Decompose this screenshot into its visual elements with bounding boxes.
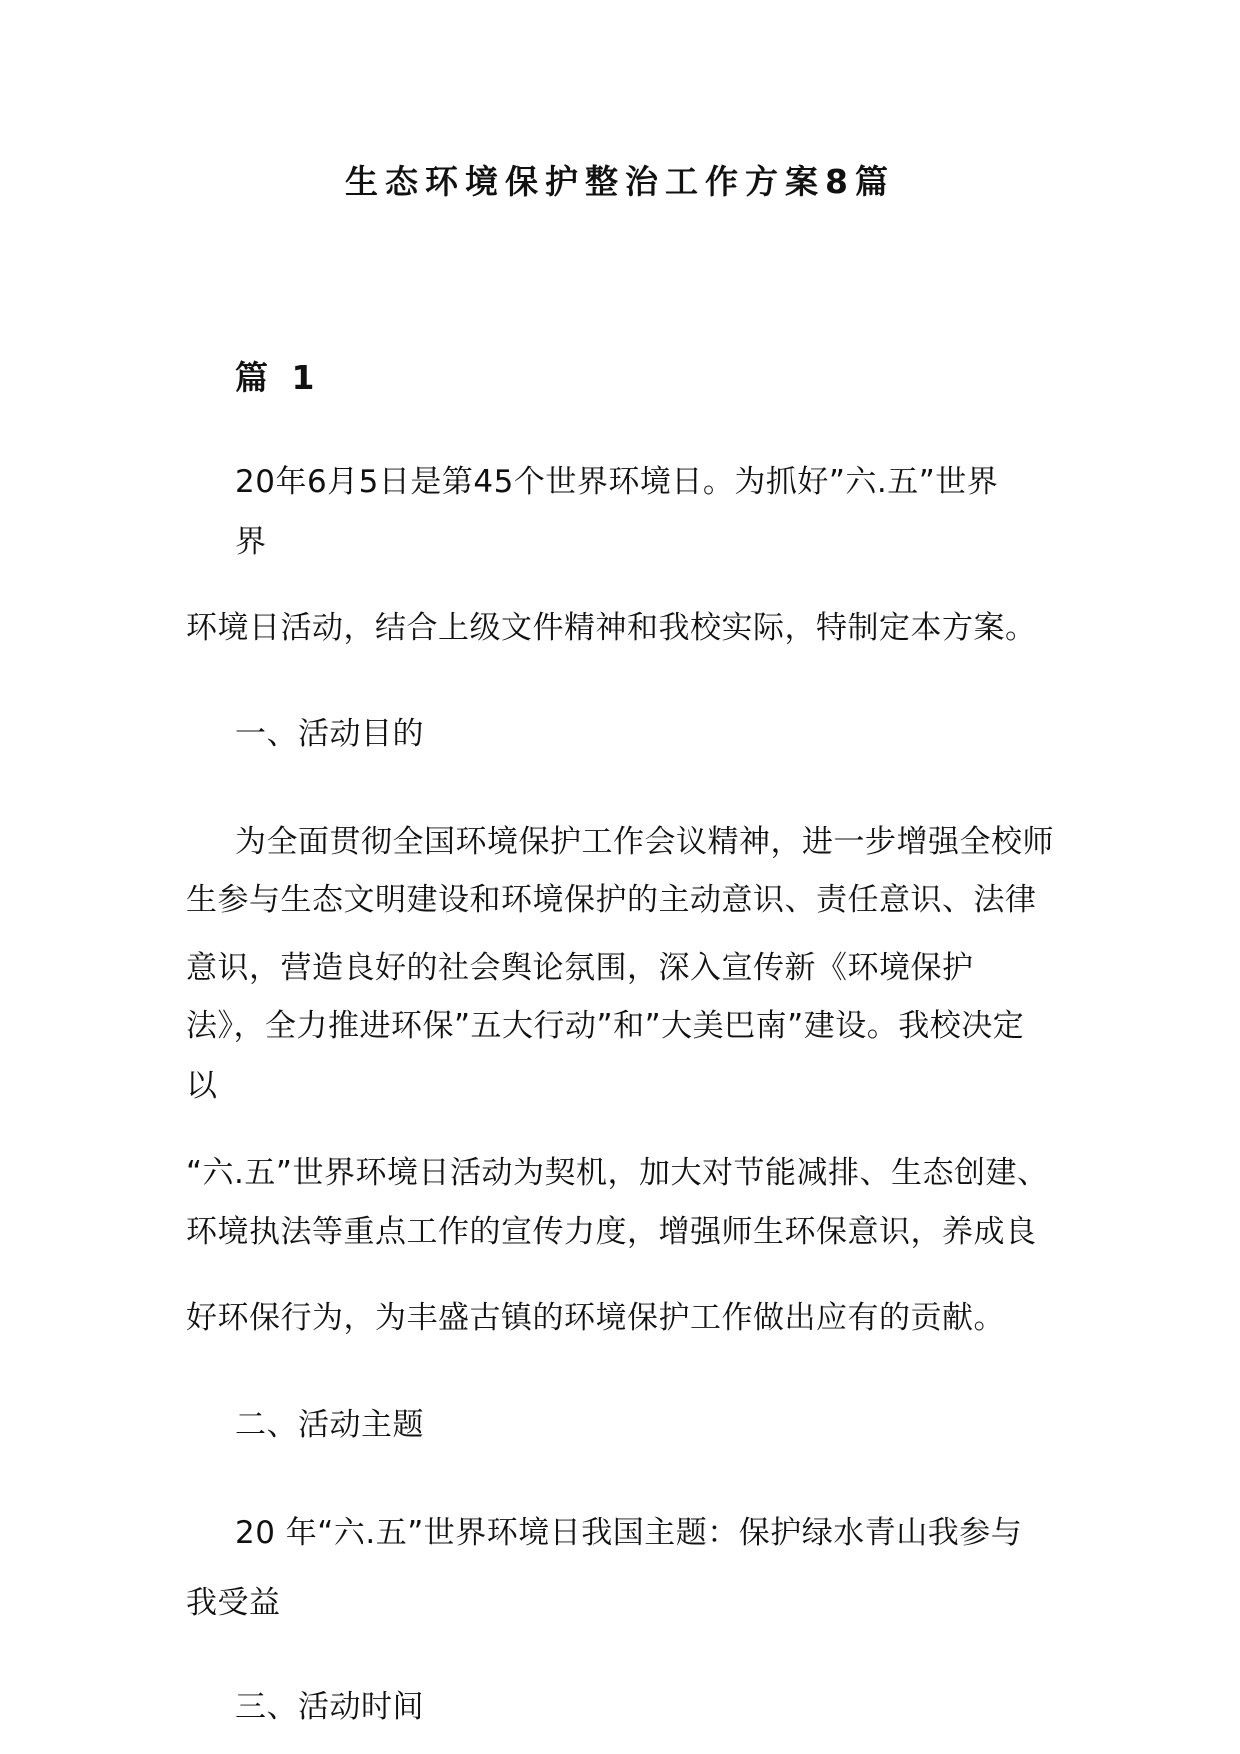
heading-line: 三、活动时间	[235, 1689, 424, 1725]
paragraph-line: “六.五”世界环境日活动为契机，加大对节能减排、生态创建、	[186, 1155, 1049, 1191]
paragraph-line: 意识，营造良好的社会舆论氛围，深入宣传新《环境保护	[186, 950, 974, 986]
paragraph-line: 界	[235, 524, 267, 560]
paragraph-line: 以	[186, 1068, 218, 1104]
heading-line: 二、活动主题	[235, 1407, 424, 1443]
paragraph-line: 生参与生态文明建设和环境保护的主动意识、责任意识、法律	[186, 882, 1037, 918]
heading-line: 一、活动目的	[235, 716, 424, 752]
section-label: 篇 1	[235, 358, 321, 397]
paragraph-line: 20年6月5日是第45个世界环境日。为抓好”六.五”世界	[235, 464, 999, 500]
paragraph-line: 为全面贯彻全国环境保护工作会议精神，进一步增强全校师	[235, 824, 1054, 860]
paragraph-line: 好环保行为，为丰盛古镇的环境保护工作做出应有的贡献。	[186, 1300, 1005, 1336]
paragraph-line: 20 年“六.五”世界环境日我国主题：保护绿水青山我参与	[235, 1515, 1023, 1551]
paragraph-line: 环境日活动，结合上级文件精神和我校实际，特制定本方案。	[186, 610, 1037, 646]
paragraph-line: 法》，全力推进环保”五大行动”和”大美巴南”建设。我校决定	[186, 1008, 1025, 1044]
document-title: 生态环境保护整治工作方案8篇	[345, 162, 895, 201]
paragraph-line: 环境执法等重点工作的宣传力度，增强师生环保意识，养成良	[186, 1214, 1037, 1250]
paragraph-line: 我受益	[186, 1585, 281, 1621]
